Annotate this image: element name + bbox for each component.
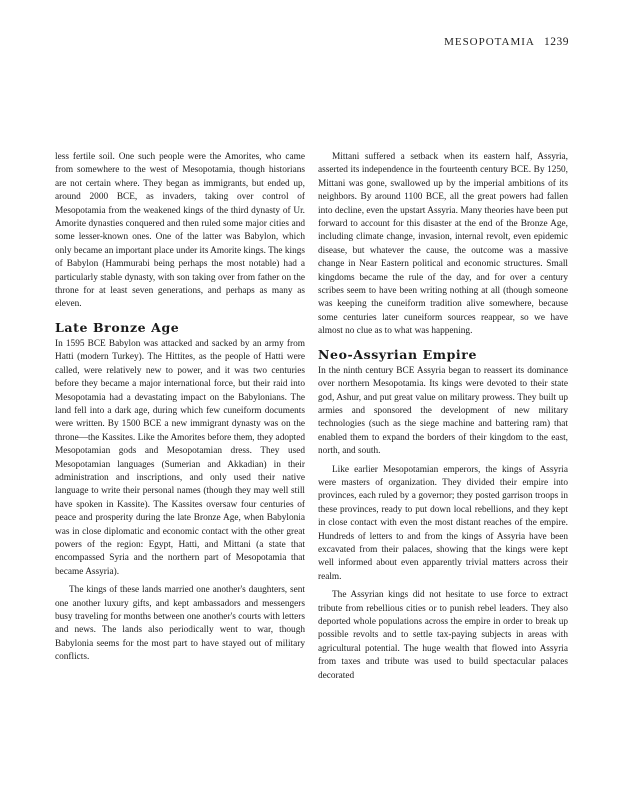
section-heading: Late Bronze Age bbox=[55, 319, 180, 335]
paragraph: Like earlier Mesopotamian emperors, the kings of Assyria were masters of organization. They divided their empire into provinces, each ruled by a governor; they posted garrison troops in these provinces, ready to put down local rebellions, and they kept in close contact with even the most distant reaches of the empire. Hundreds of letters to and from the kings of Assyria have been excavated from their palaces, showing that the kings were kept well informed about even apparently trivial matters across their realm. bbox=[318, 464, 568, 582]
paragraph: In 1595 BCE Babylon was attacked and sacked by an army from Hatti (modern Turkey). The Hittites, as the people of Hatti were called, were relatively new to power, and it was two centuries before they became a major international force, but their raid into Mesopotamia had a devastating impact on the Babylonians. The land fell into a dark age, during which few cuneiform documents were written. By 1500 BCE a new immigrant dynasty was on the throne—the Kassites. Like the Amorites before them, they adopted Mesopotamian gods and Mesopotamian dress. They used Mesopotamian languages (Sumerian and Akkadian) in their administration and inscriptions, and only used their native language to write their personal names (though they may well still have spoken in Kassite). The Kassites oversaw four centuries of peace and prosperity during the late Bronze Age, when Babylonia was in close diplomatic and economic contact with the other great powers of the region: Egypt, Hatti, and Mittani (a state that encompassed Syria and the northern part of Mesopotamia that became Assyria). bbox=[55, 338, 305, 577]
right-column bbox=[318, 151, 568, 683]
paragraph: The Assyrian kings did not hesitate to use force to extract tribute from rebellious cities or to punish rebel leaders. They also deported whole populations across the empire in order to break up possible revolts and to settle tax-paying subjects in areas with agricultural potential. The huge wealth that flowed into Assyria from taxes and tribute was used to build spectacular palaces decorated bbox=[318, 590, 568, 681]
paragraph: less fertile soil. One such people were the Amorites, who came from somewhere to the west of Mesopotamia, though historians are not certain where. They began as immigrants, but ended up, around 2000 BCE, as invaders, taking over control of Mesopotamia from the weakened kings of the third dynasty of Ur. Amorite dynasties conquered and then ruled some major cities and some lesser-known ones. One of the latter was Babylon, which only became an important place under its Amorite kings. The kings of Babylon (Hammurabi being perhaps the most notable) had a particularly stable dynasty, with son taking over from father on the throne for at least seven generations, and perhaps as many as eleven. bbox=[55, 152, 306, 310]
left-column bbox=[55, 151, 305, 665]
paragraph: In the ninth century BCE Assyria began to reassert its dominance over northern Mesopotamia. Its kings were devoted to their state god, Ashur, and put great value on military prowess. They built up armies and sponsored the development of new military technologies (such as the siege machine and battering ram) that enabled them to expand the borders of their kingdom to the east, north, and south. bbox=[318, 365, 568, 457]
running-head bbox=[444, 36, 569, 48]
paragraph: The kings of these lands married one another's daughters, sent one another luxury gifts, and kept ambassadors and messengers busy traveling for months between one another's courts with letters and news. The lands also periodically went to war, though Babylonia seems for the most part to have stayed out of military conflicts. bbox=[55, 585, 305, 663]
paragraph: Mittani suffered a setback when its eastern half, Assyria, asserted its independence in the fourteenth century BCE. By 1250, Mittani was gone, swallowed up by the imperial ambitions of its neighbors. By around 1100 BCE, all the great powers had fallen into decline, even the upstart Assyria. Many theories have been put forward to account for this disaster at the end of the Bronze Age, including climate change, invasion, internal revolt, even epidemic disease, but whatever the cause, the outcome was a massive change in Near Eastern political and economic structures. Small kingdoms became the rule of the day, and for over a century scribes seem to have been writing nothing at all (though someone was keeping the cuneiform tradition alive somewhere, because some centuries later cuneiform sources reappear, so we have almost no clue as to what was happening. bbox=[318, 152, 568, 337]
page-number: 1239 bbox=[544, 36, 569, 48]
section-title: MESOPOTAMIA bbox=[444, 36, 535, 48]
section-heading: Neo-Assyrian Empire bbox=[318, 346, 477, 362]
